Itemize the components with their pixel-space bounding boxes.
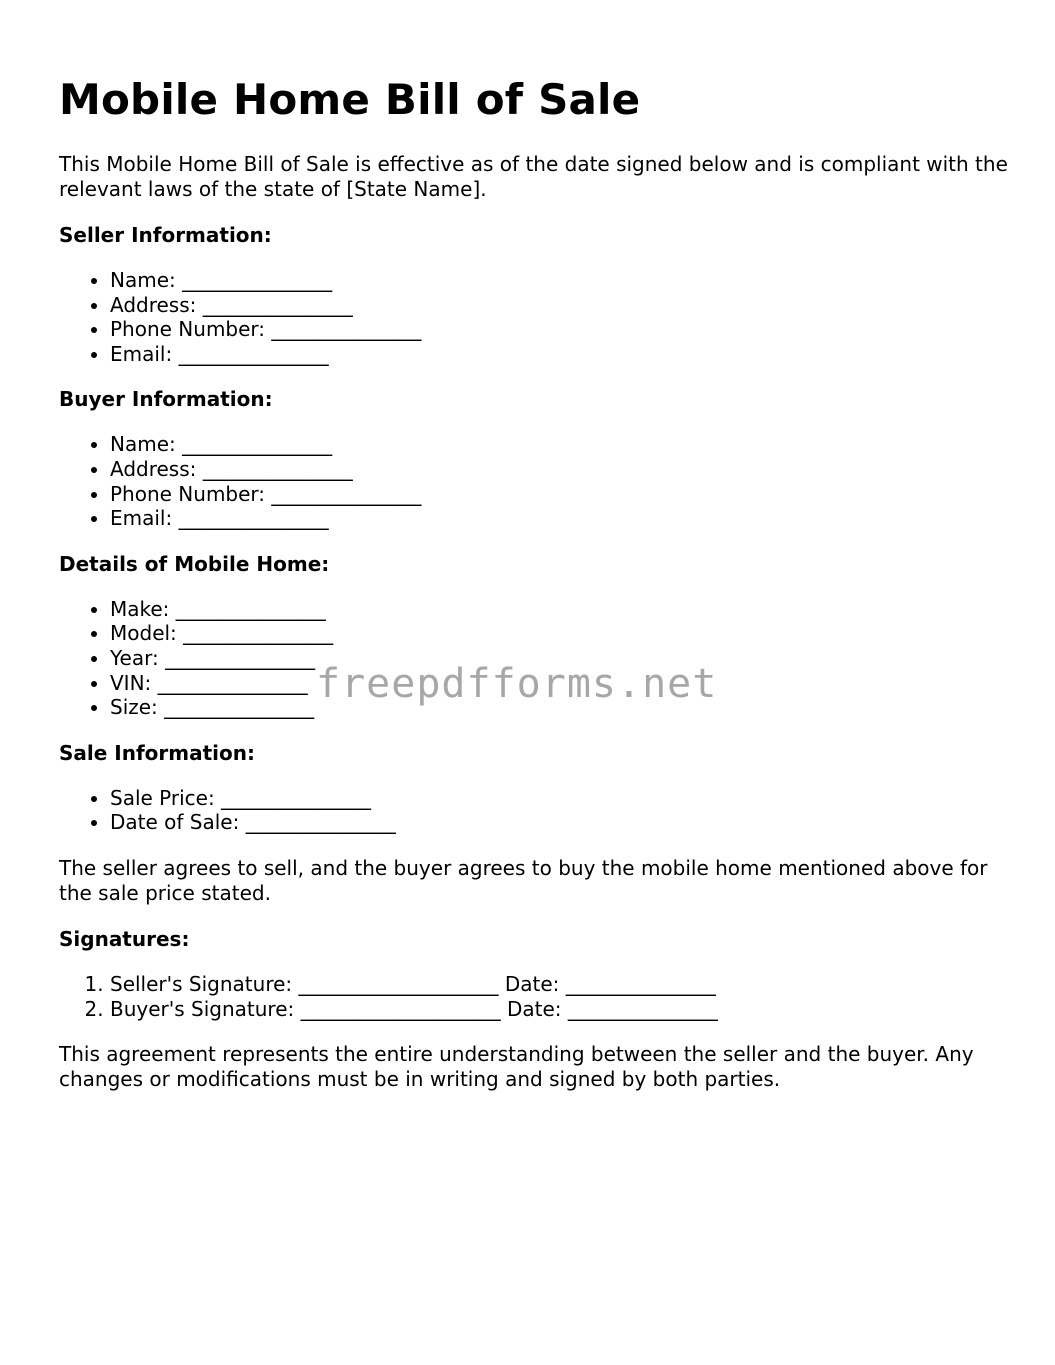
sale-price-field: • Sale Price: _______________ xyxy=(110,786,1009,811)
signature-list xyxy=(59,972,1009,1021)
seller-address-field: • Address: _______________ xyxy=(110,293,1009,318)
document-page xyxy=(59,72,1009,1092)
signatures-section-heading: Signatures: xyxy=(59,926,190,951)
home-make-field: • Make: _______________ xyxy=(110,597,1009,622)
seller-phone-field: • Phone Number: _______________ xyxy=(110,317,1009,342)
seller-email-field: • Email: _______________ xyxy=(110,342,1009,367)
home-vin-field: • VIN: _______________ xyxy=(110,671,1009,696)
seller-section-heading: Seller Information: xyxy=(59,223,272,247)
home-model-field: • Model: _______________ xyxy=(110,621,1009,646)
agreement-paragraph: The seller agrees to sell, and the buyer agrees to buy the mobile home mentioned above for the sale price stated. xyxy=(59,855,988,905)
home-section-heading: Details of Mobile Home: xyxy=(59,551,330,576)
closing-paragraph: This agreement represents the entire understanding between the seller and the buyer. Any changes or modifications must be in writing and signed by both parties. xyxy=(59,1042,974,1092)
intro-paragraph: This Mobile Home Bill of Sale is effective as of the date signed below and is compliant with the relevant laws of the state of [State Name]. xyxy=(59,152,1008,201)
buyer-section-heading: Buyer Information: xyxy=(59,387,273,412)
seller-field-list xyxy=(59,268,1009,366)
seller-name-field: • Name: _______________ xyxy=(110,268,1009,293)
buyer-phone-field: • Phone Number: _______________ xyxy=(110,482,1009,507)
sale-field-list xyxy=(59,786,1009,835)
document-title: Mobile Home Bill of Sale xyxy=(59,75,641,124)
buyer-email-field: • Email: _______________ xyxy=(110,506,1009,531)
buyer-field-list xyxy=(59,432,1009,530)
sale-section-heading: Sale Information: xyxy=(59,740,255,765)
buyer-name-field: • Name: _______________ xyxy=(110,432,1009,457)
seller-signature-line: 1. Seller's Signature: ____________________ Date: _______________ xyxy=(110,972,1009,997)
watermark-text: freepdfforms.net xyxy=(316,661,718,707)
buyer-signature-line: 2. Buyer's Signature: ____________________ Date: _______________ xyxy=(110,997,1009,1022)
sale-date-field: • Date of Sale: _______________ xyxy=(110,810,1009,835)
buyer-address-field: • Address: _______________ xyxy=(110,457,1009,482)
home-year-field: • Year: _______________ xyxy=(110,646,1009,671)
home-size-field: • Size: _______________ xyxy=(110,695,1009,720)
